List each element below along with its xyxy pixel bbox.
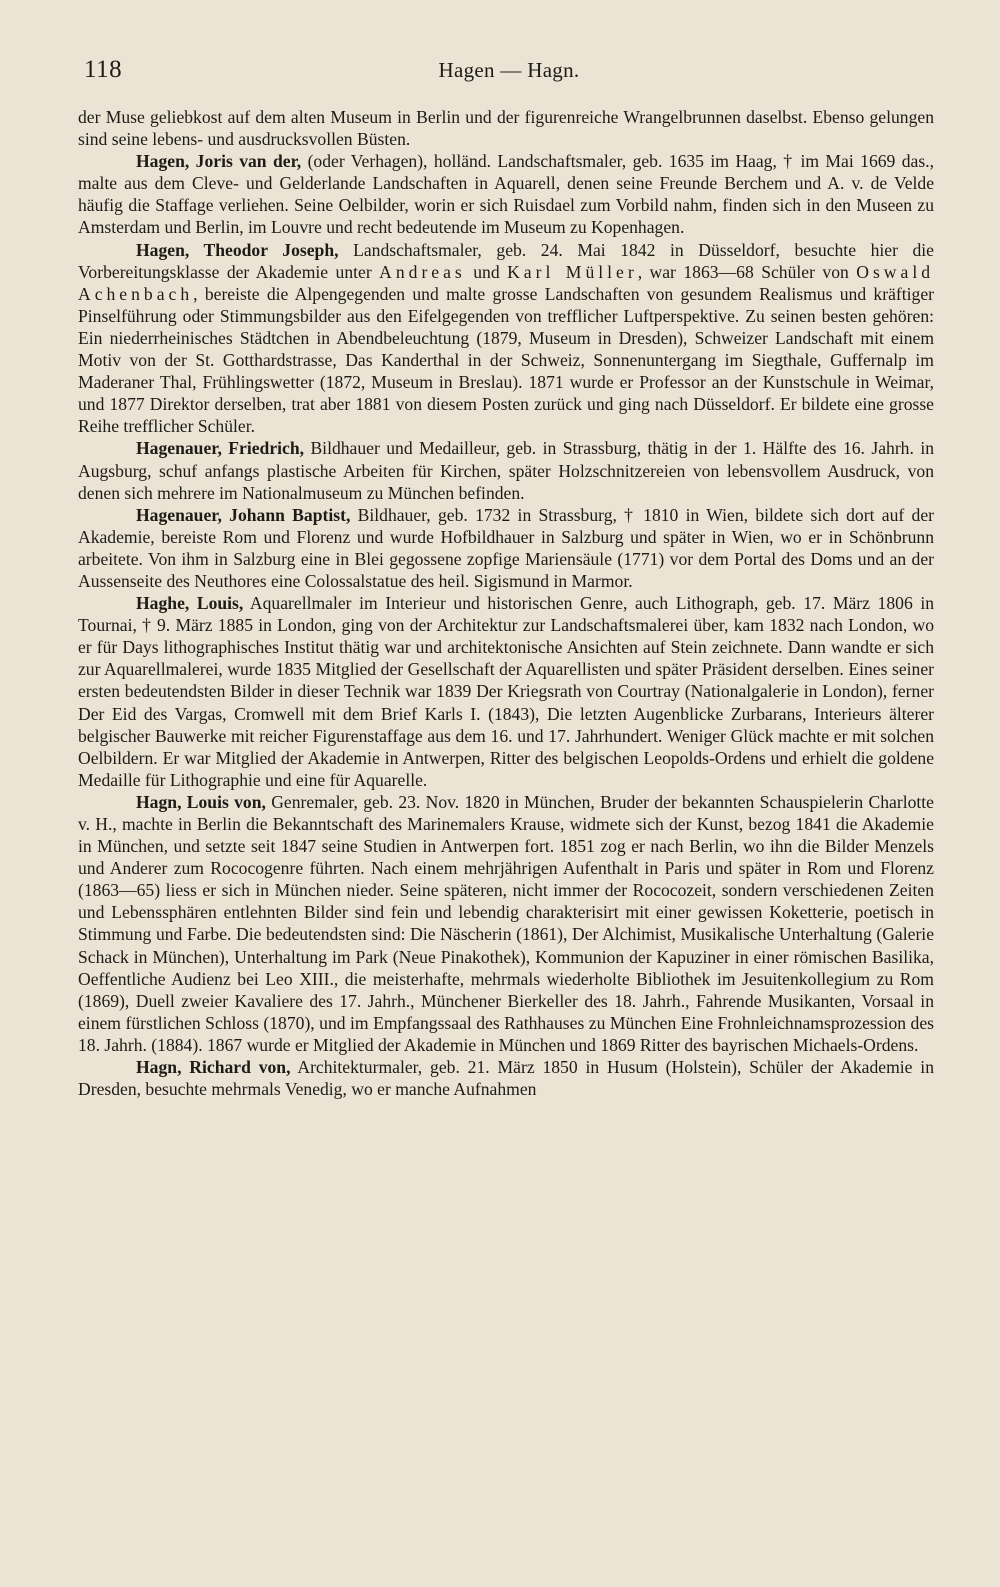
entry-name: Hagenauer, Johann Baptist, — [136, 504, 351, 525]
entry-text: Genremaler, geb. 23. Nov. 1820 in München, Bruder der bekannten Schauspielerin Charlotte v. H., machte in Berlin die Bekanntschaft des Marinemalers Krause, widmete sich der Kunst, bezog 1841 die Akademie in München, und setzte seit 1847 seine Studien in Antwerpen fort. 1851 zog er nach Berlin, wo ihn die Bilder Menzels und Anderer zum Rococogenre führten. Nach einem mehrjährigen Aufenthalt in Paris und später in Rom und Florenz (1863—65) liess er sich in München nieder. Seine späteren, nicht immer der Rococozeit, sondern verschiedenen Zeiten und Lebenssphären entlehnten Bilder sind fein und lebendig charakterisirt mit einer gewissen Koketterie, poetisch in Stimmung und Farbe. Die bedeutendsten sind: Die Näscherin (1861), Der Alchimist, Musikalische Unterhaltung (Galerie Schack in München), Unterhaltung im Park (Neue Pinakothek), Kommunion der Kapuziner in einer römischen Basilika, Oeffentliche Audienz bei Leo XIII., die meisterhafte, mehrmals wiederholte Bibliothek im Jesuitenkollegium zu Rom (1869), Duell zweier Kavaliere des 17. Jahrh., Münchener Bierkeller des 18. Jahrh., Fahrende Musikanten, Vorsaal in einem fürstlichen Schloss (1870), und im Empfangssaal des Rathhauses zu München Eine Frohnleichnamsprozession des 18. Jahrh. (1884). 1867 wurde er Mitglied der Akademie in München und 1869 Ritter des bayrischen Michaels-Ordens. — [78, 791, 934, 1055]
body-text — [78, 106, 934, 1100]
entry-name: Hagen, Theodor Joseph, — [136, 239, 339, 260]
entry-hagn-louis — [78, 791, 934, 1056]
running-head: Hagen — Hagn. — [438, 58, 580, 82]
entry-text: Architekturmaler, geb. 21. März 1850 in Husum (Holstein), Schüler der Akademie in Dresden, besuchte mehrmals Venedig, wo er manche Aufnahmen — [78, 1057, 934, 1100]
spaced-name: Karl Müller — [507, 261, 638, 282]
entry-name: Hagn, Louis von, — [136, 791, 266, 812]
entry-text: Landschaftsmaler, geb. 24. Mai 1842 in Düsseldorf, besuchte hier die Vorbereitungsklasse der Akademie unter — [78, 239, 934, 282]
page-number: 118 — [84, 56, 123, 83]
entry-text: Aquarellmaler im Interieur und historischen Genre, auch Lithograph, geb. 17. März 1806 in Tournai, † 9. März 1885 in London, ging von der Architektur zur Landschaftsmalerei über, kam 1832 nach London, wo er für Days lithographisches Institut thätig war und architektonische Ansichten auf Stein zeichnete. Dann wandte er sich zur Aquarellmalerei, wurde 1835 Mitglied der Gesellschaft der Aquarellisten und später Präsident derselben. Eines seiner ersten bedeutendsten Bilder in dieser Technik war 1839 Der Kriegsrath von Courtray (Nationalgalerie in London), ferner Der Eid des Vargas, Cromwell mit dem Brief Karls I. (1843), Die letzten Augenblicke Zurbarans, Interieurs älterer belgischer Bauwerke mit reicher Figurenstaffage aus dem 16. und 17. Jahrhundert. Weniger Glück machte er mit solchen Oelbildern. Er war Mitglied der Akademie in Antwerpen, Ritter des belgischen Leopolds-Ordens und erhielt die goldene Medaille für Lithographie und eine für Aquarelle. — [78, 593, 935, 790]
entry-hagenauer-johann — [78, 504, 934, 592]
entry-hagn-richard — [78, 1056, 934, 1100]
entry-name: Haghe, Louis, — [136, 593, 244, 614]
entry-text: , war 1863—68 Schüler von — [637, 261, 857, 282]
entry-text: (oder Verhagen), holländ. Landschaftsmaler, geb. 1635 im Haag, † im Mai 1669 das., malte aus dem Cleve- und Gelderlande Landschaften in Aquarell, denen seine Freunde Berchem und A. v. de Velde häufig die Staffage verliehen. Seine Oelbilder, worin er sich Ruisdael zum Vorbild nahm, finden sich in den Museen zu Amsterdam und Berlin, im Louvre und recht bedeutende im Museum zu Kopenhagen. — [78, 151, 934, 238]
entry-text: Bildhauer und Medailleur, geb. in Strassburg, thätig in der 1. Hälfte des 16. Jahrh. in Augsburg, schuf anfangs plastische Arbeiten für Kirchen, später Holzschnitzereien von lebensvollem Ausdruck, von denen sich mehrere im Nationalmuseum zu München befinden. — [78, 438, 934, 503]
page-header — [84, 56, 934, 90]
entry-hagen-theodor — [78, 239, 934, 438]
spaced-name: Oswald Achenbach — [78, 261, 935, 304]
entry-name: Hagenauer, Friedrich, — [136, 438, 305, 459]
entry-continuation — [78, 106, 934, 150]
entry-text: , bereiste die Alpengegenden und malte grosse Landschaften von gesundem Realismus und kräftiger Pinselführung oder Stimmungsbilder aus den Eifelgegenden von trefflicher Luftperspektive. Zu seinen besten gehören: Ein niederrheinisches Städtchen in Abendbeleuchtung (1879, Museum in Dresden), Schweizer Landschaft mit einem Motiv von der St. Gotthardstrasse, Das Kanderthal in der Schweiz, Sonnenuntergang im Siegthale, Guffernalp im Maderaner Thal, Frühlingswetter (1872, Museum in Breslau). 1871 wurde er Professor an der Kunstschule in Weimar, und 1877 Direktor derselben, trat aber 1881 von diesem Posten zurück und ging nach Düsseldorf. Er bildete eine grosse Reihe trefflicher Schüler. — [78, 283, 934, 437]
entry-text: der Muse geliebkost auf dem alten Museum in Berlin und der figurenreiche Wrangelbrunnen daselbst. Ebenso gelungen sind seine lebens- und ausdrucksvollen Büsten. — [78, 107, 934, 150]
entry-name: Hagn, Richard von, — [136, 1057, 291, 1078]
entry-name: Hagen, Joris van der, — [136, 151, 302, 172]
entry-haghe-louis — [78, 592, 934, 791]
spaced-name: Andreas — [379, 261, 466, 282]
entry-hagenauer-friedrich — [78, 437, 934, 503]
entry-hagen-joris — [78, 150, 934, 238]
entry-text: Bildhauer, geb. 1732 in Strassburg, † 1810 in Wien, bildete sich dort auf der Akademie, bereiste Rom und Florenz und wurde Hofbildhauer in Salzburg und später in Wien, wo er in Schönbrunn arbeitete. Von ihm in Salzburg eine in Blei gegossene zopfige Mariensäule (1771) vor dem Portal des Doms und an der Aussenseite des Neuthores eine Colossalstatue des heil. Sigismund in Marmor. — [78, 504, 934, 591]
entry-text: und — [465, 261, 508, 282]
